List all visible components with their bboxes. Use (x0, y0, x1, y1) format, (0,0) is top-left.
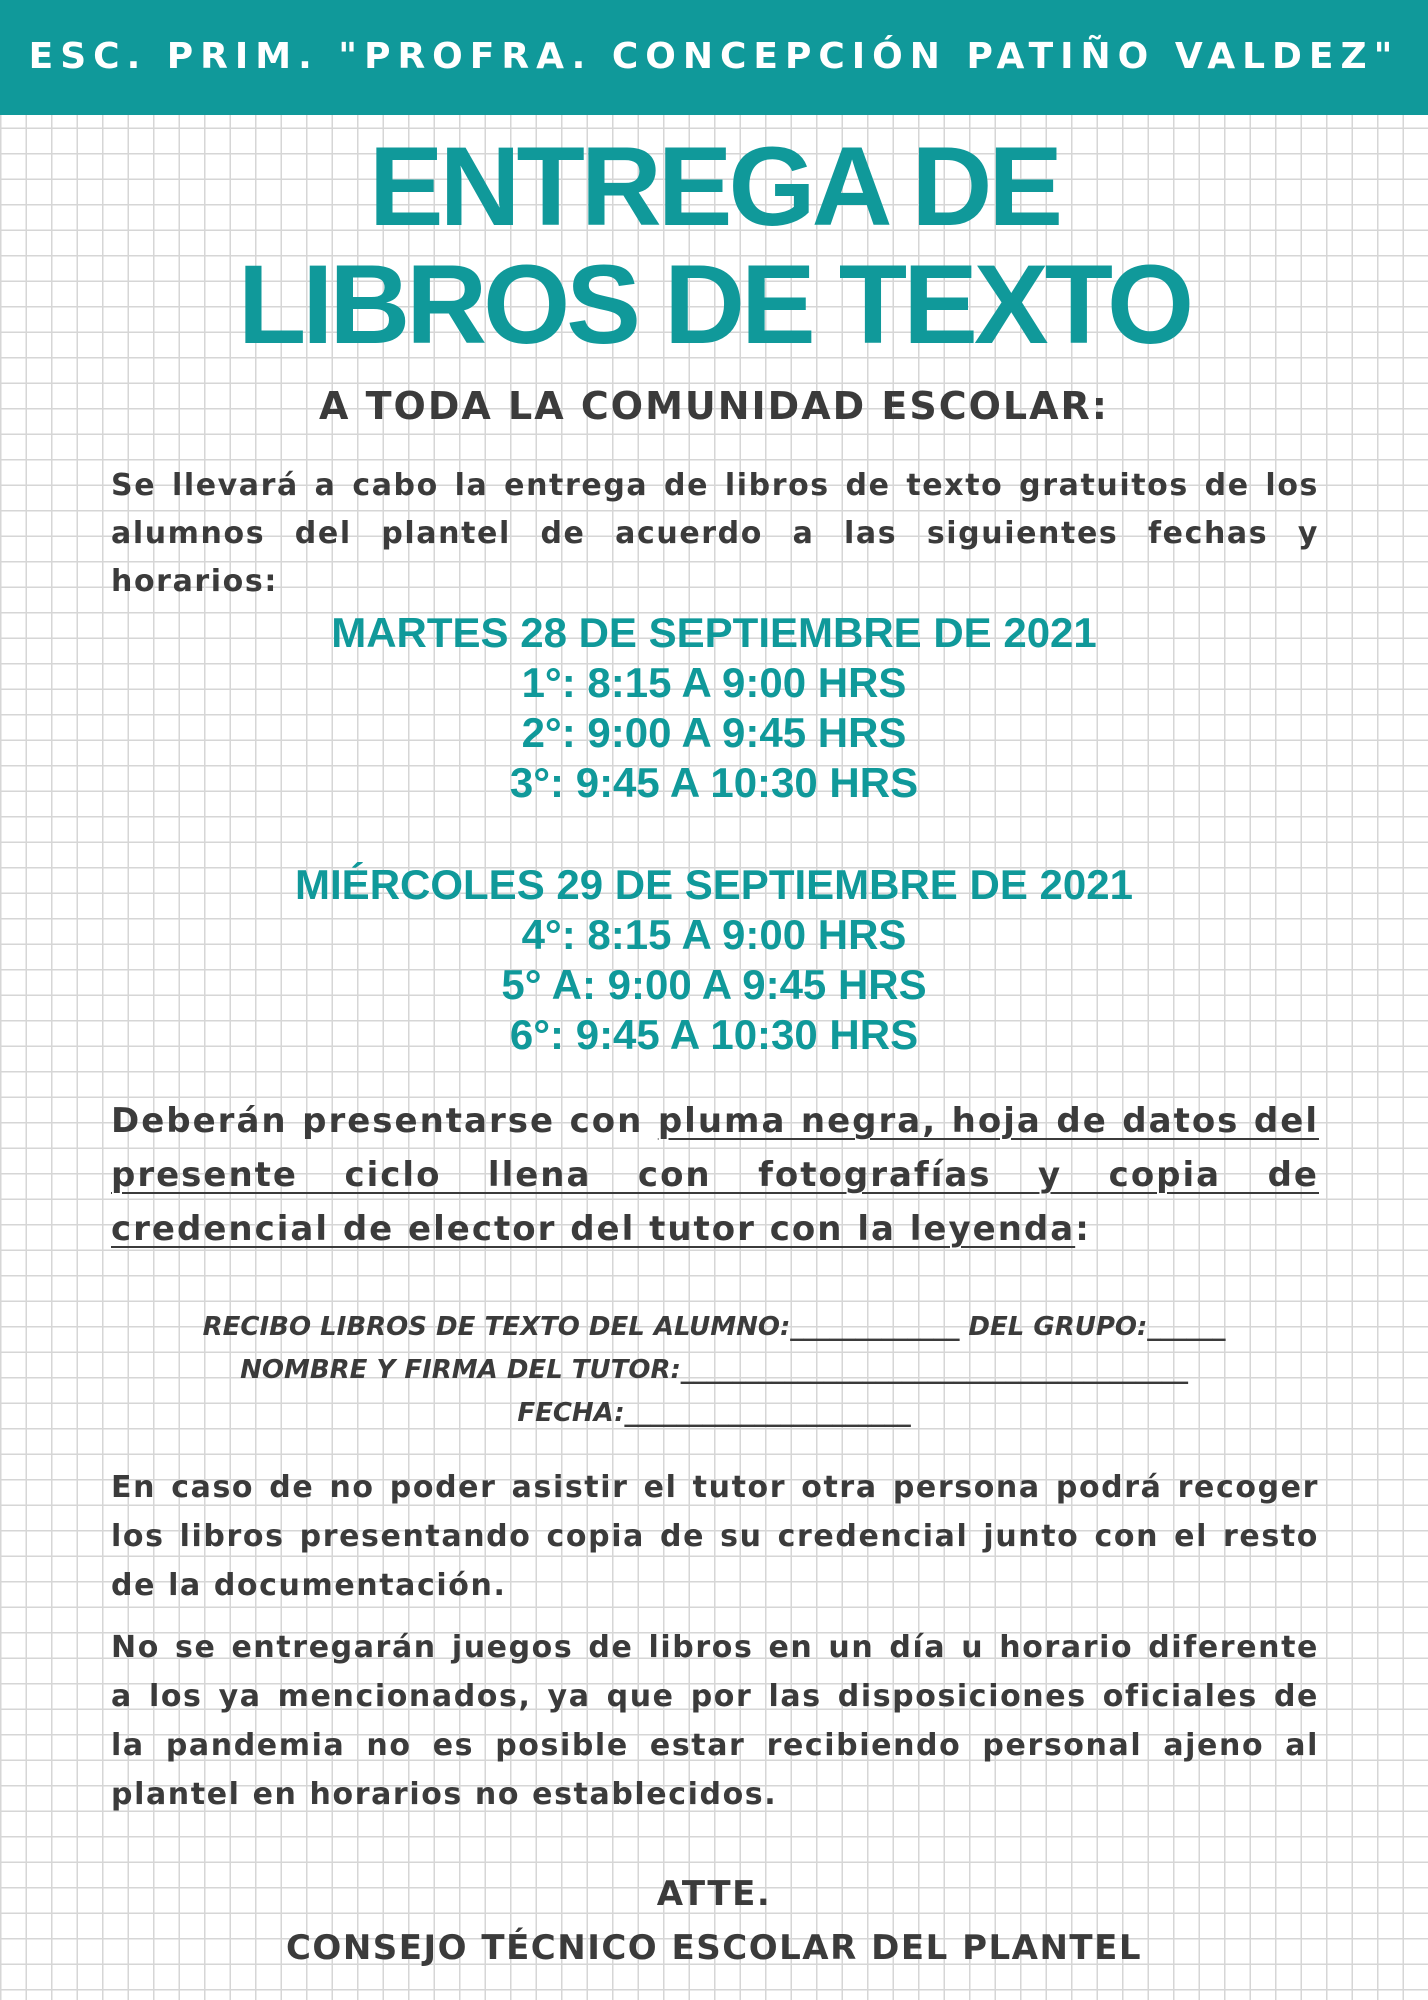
title-line-1: ENTREGA DE (368, 124, 1060, 249)
intro-paragraph: Se llevará a cabo la entrega de libros de texto gratuitos de los alumnos del plantel de acuerdo a las siguientes fechas y horarios: (111, 468, 1319, 599)
requirements-underlined: pluma negra, hoja de datos del presente ciclo llena con fotografías y copia de credencial de elector del tutor con la leyenda (111, 1101, 1319, 1249)
legend-line-tutor: NOMBRE Y FIRMA DEL TUTOR:_______________________________________ (240, 1355, 1188, 1385)
receipt-legend (0, 1306, 1428, 1435)
title-line-2: LIBROS DE TEXTO (237, 242, 1191, 367)
requirements-prefix: Deberán presentarse con (111, 1101, 658, 1141)
schedule-slot: 1°: 8:15 A 9:00 HRS (521, 659, 907, 706)
schedule-slot: 5° A: 9:00 A 9:45 HRS (501, 961, 927, 1008)
closing-signature: CONSEJO TÉCNICO ESCOLAR DEL PLANTEL (285, 1928, 1143, 1968)
schedule-date: MIÉRCOLES 29 DE SEPTIEMBRE DE 2021 (295, 861, 1133, 908)
schedule-slot: 6°: 9:45 A 10:30 HRS (509, 1011, 919, 1058)
school-name: ESC. PRIM. "PROFRA. CONCEPCIÓN PATIÑO VALDEZ" (28, 36, 1400, 77)
legend-line-date: FECHA:______________________ (517, 1398, 911, 1428)
requirements-suffix: : (1075, 1209, 1091, 1249)
note-paragraph-2: No se entregarán juegos de libros en un día u horario diferente a los ya mencionados, ya que por las disposiciones oficiales de la pandemia no es posible estar recibiendo personal ajeno al plantel en horarios no establecidos. (111, 1630, 1319, 1812)
header-banner (0, 0, 1428, 115)
schedule-slot: 3°: 9:45 A 10:30 HRS (509, 759, 919, 806)
schedule-date: MARTES 28 DE SEPTIEMBRE DE 2021 (331, 609, 1097, 656)
closing-atte: ATTE. (656, 1874, 772, 1914)
requirements-paragraph (111, 1094, 1319, 1256)
schedule-day-1 (0, 608, 1428, 808)
schedule-slot: 2°: 9:00 A 9:45 HRS (521, 709, 907, 756)
note-paragraph-1: En caso de no poder asistir el tutor otra persona podrá recoger los libros presentando copia de su credencial junto con el resto de la documentación. (111, 1470, 1319, 1603)
audience-heading: A TODA LA COMUNIDAD ESCOLAR: (318, 384, 1110, 428)
legend-line-student: RECIBO LIBROS DE TEXTO DEL ALUMNO:_____________ DEL GRUPO:______ (202, 1312, 1226, 1342)
schedule-slot: 4°: 8:15 A 9:00 HRS (521, 911, 907, 958)
page-title (0, 124, 1428, 367)
schedule-day-2 (0, 860, 1428, 1060)
